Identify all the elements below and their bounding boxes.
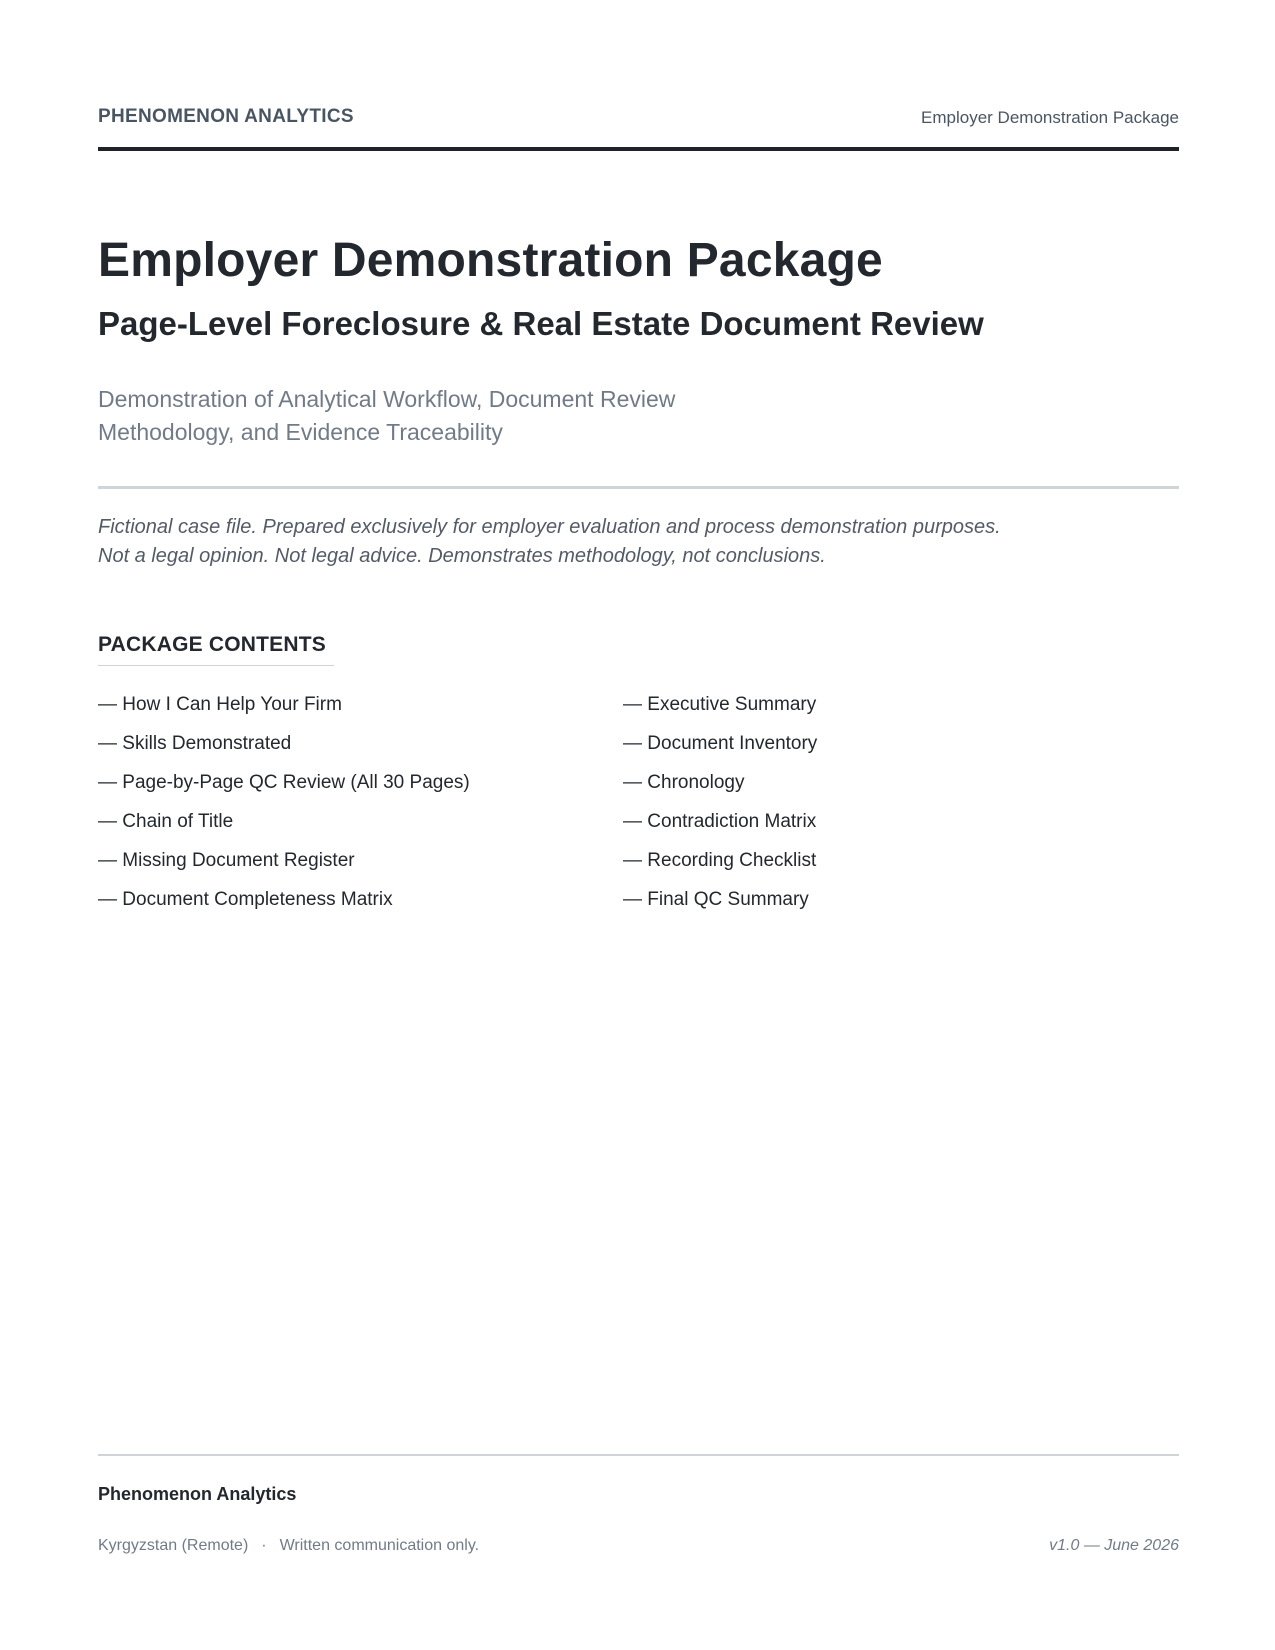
- contents-item: — Chain of Title: [98, 811, 234, 832]
- footer-separator: ·: [261, 1537, 267, 1554]
- contents-item: — Document Inventory: [623, 733, 818, 754]
- footer-version: v1.0 — June 2026: [1049, 1537, 1179, 1554]
- contents-item: — Contradiction Matrix: [623, 811, 817, 832]
- footer-brand: Phenomenon Analytics: [98, 1484, 297, 1504]
- contents-item: — Skills Demonstrated: [98, 733, 292, 754]
- contents-item: — Executive Summary: [623, 694, 817, 715]
- document-page: [98, 0, 1179, 1650]
- disclaimer-line-1: Fictional case file. Prepared exclusively for employer evaluation and process demonstration purposes.: [98, 516, 1001, 538]
- page-header: [98, 106, 1179, 136]
- contents-item: — Chronology: [623, 772, 745, 793]
- contents-item: — Document Completeness Matrix: [98, 889, 393, 910]
- section-divider: [98, 486, 1179, 489]
- contents-list-right: [623, 685, 817, 919]
- contents-item: — Page-by-Page QC Review (All 30 Pages): [98, 772, 470, 793]
- disclaimer: [98, 513, 1001, 571]
- contents-item: — How I Can Help Your Firm: [98, 694, 342, 715]
- tagline: [98, 383, 675, 449]
- footer-note: Written communication only.: [279, 1537, 480, 1554]
- header-document-label: Employer Demonstration Package: [921, 108, 1179, 127]
- page-title: Employer Demonstration Package: [98, 234, 883, 287]
- contents-item: — Recording Checklist: [623, 850, 817, 871]
- contents-item: — Missing Document Register: [98, 850, 355, 871]
- header-brand: PHENOMENON ANALYTICS: [98, 106, 354, 127]
- contents-list-left: [98, 685, 470, 919]
- header-divider: [98, 147, 1179, 151]
- contents-heading: PACKAGE CONTENTS: [98, 633, 334, 666]
- tagline-line-2: Methodology, and Evidence Traceability: [98, 419, 503, 445]
- footer-divider: [98, 1454, 1179, 1456]
- tagline-line-1: Demonstration of Analytical Workflow, Document Review: [98, 386, 676, 412]
- contents-item: — Final QC Summary: [623, 889, 809, 910]
- footer-contact: [98, 1537, 479, 1555]
- page-subtitle: Page-Level Foreclosure & Real Estate Document Review: [98, 305, 984, 342]
- disclaimer-line-2: Not a legal opinion. Not legal advice. Demonstrates methodology, not conclusions.: [98, 545, 826, 567]
- footer-location: Kyrgyzstan (Remote): [98, 1537, 249, 1554]
